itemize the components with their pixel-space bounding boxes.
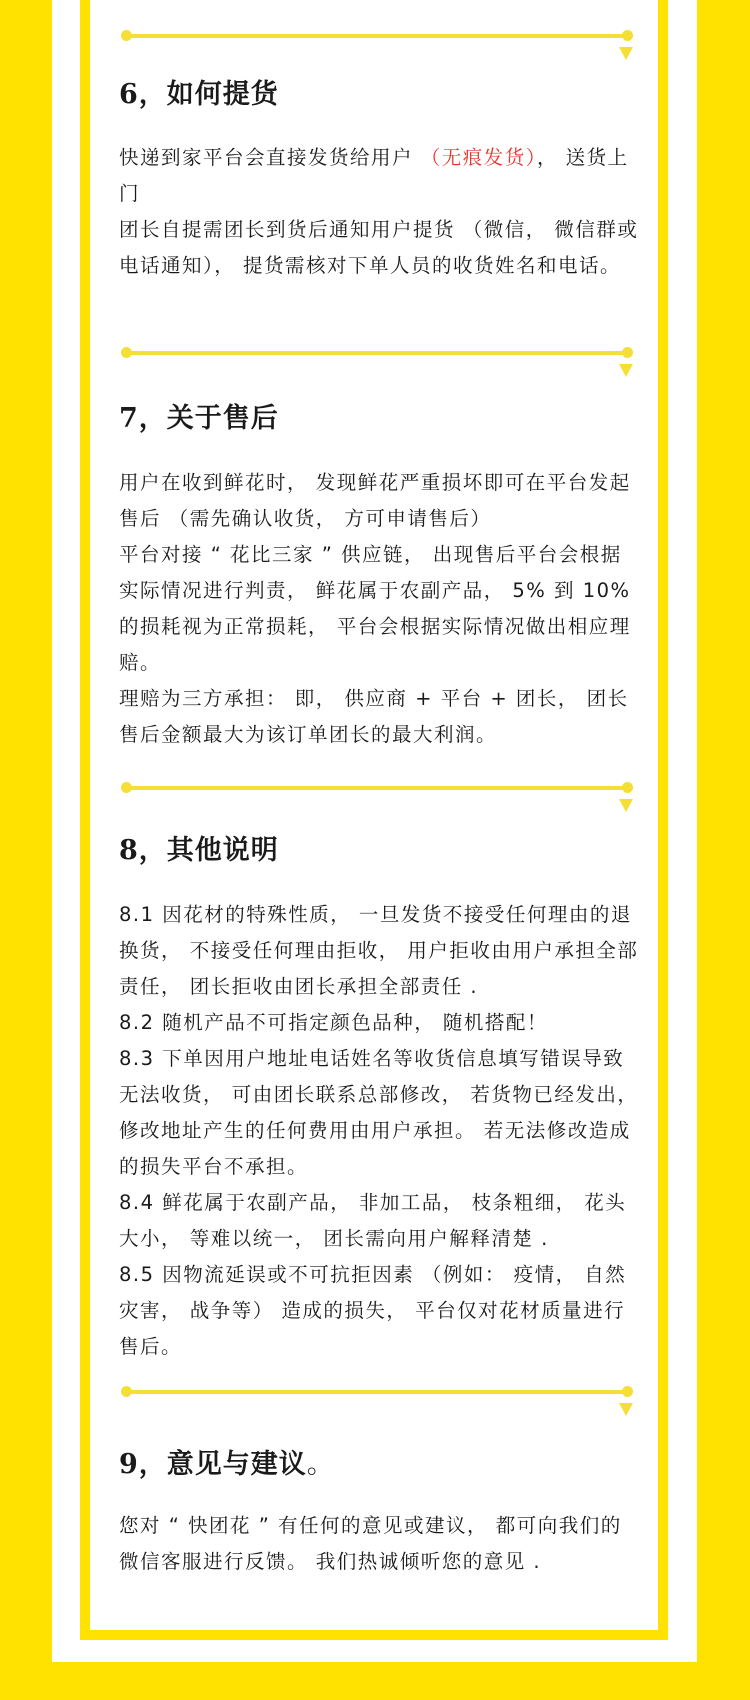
section-9-heading: [119, 1442, 335, 1481]
section-8-item-8-1: 8.1 因花材的特殊性质， 一旦发货不接受任何理由的退换货， 不接受任何理由拒收， 用户拒收由用户承担全部责任， 团长拒收由团长承担全部责任 .: [119, 903, 639, 998]
section-7-heading: 7，关于售后: [119, 403, 279, 434]
section-6-text: 快递到家平台会直接发货给用户: [119, 146, 421, 169]
section-divider: [121, 22, 633, 62]
section-9-paragraph: 您对 “ 快团花 ” 有任何的意见或建议， 都可向我们的微信客服进行反馈。 我们热诚倾听您的意见 .: [119, 1514, 622, 1573]
section-8-item-8-3: 8.3 下单因用户地址电话姓名等收货信息填写错误导致无法收货， 可由团长联系总部修改， 若货物已经发出， 修改地址产生的任何费用由用户承担。 若无法修改造成的损失平台不承担。: [119, 1047, 639, 1178]
section-9-heading-text: 9，意见与建议: [119, 1449, 307, 1480]
section-8-item-8-2: 8.2 随机产品不可指定颜色品种， 随机搭配！: [119, 1011, 548, 1034]
section-6-paragraph-1: [119, 140, 641, 212]
divider-dot-icon: [622, 30, 633, 41]
section-8-heading: 8，其他说明: [119, 835, 279, 866]
divider-dot-icon: [121, 1386, 132, 1397]
section-9-heading-tail: 。: [306, 1449, 335, 1480]
down-arrow-icon: [619, 1403, 633, 1416]
section-7-paragraph-2: 平台对接 “ 花比三家 ” 供应链， 出现售后平台会根据实际情况进行判责， 鲜花属于农副产品， 5% 到 10% 的损耗视为正常损耗， 平台会根据实际情况做出相应理赔。: [119, 543, 631, 674]
divider-dot-icon: [622, 347, 633, 358]
traceless-shipping-highlight: （无痕发货）: [420, 146, 537, 169]
divider-dot-icon: [622, 782, 633, 793]
section-divider: [121, 1378, 633, 1418]
section-6-text: ， 送货上门: [119, 146, 629, 205]
section-6-heading: 6，如何提货: [119, 79, 279, 110]
divider-dot-icon: [622, 1386, 633, 1397]
down-arrow-icon: [619, 364, 633, 377]
divider-dot-icon: [121, 782, 132, 793]
divider-dot-icon: [121, 30, 132, 41]
section-6-paragraph-2: 团长自提需团长到货后通知用户提货 （微信， 微信群或电话通知）， 提货需核对下单人员的收货姓名和电话。: [119, 218, 639, 277]
section-divider: [121, 774, 633, 814]
section-divider: [121, 339, 633, 379]
section-7-paragraph-1: 用户在收到鲜花时， 发现鲜花严重损坏即可在平台发起售后 （需先确认收货， 方可申请售后）: [119, 471, 631, 530]
down-arrow-icon: [619, 799, 633, 812]
section-7-paragraph-3: 理赔为三方承担： 即， 供应商 + 平台 + 团长， 团长售后金额最大为该订单团长的最大利润。: [119, 687, 629, 746]
section-8-item-8-4: 8.4 鲜花属于农副产品， 非加工品， 枝条粗细， 花头大小， 等难以统一， 团长需向用户解释清楚 .: [119, 1191, 627, 1250]
down-arrow-icon: [619, 47, 633, 60]
divider-dot-icon: [121, 347, 132, 358]
section-8-item-8-5: 8.5 因物流延误或不可抗拒因素 （例如： 疫情， 自然灾害， 战争等） 造成的损失， 平台仅对花材质量进行售后。: [119, 1263, 627, 1358]
